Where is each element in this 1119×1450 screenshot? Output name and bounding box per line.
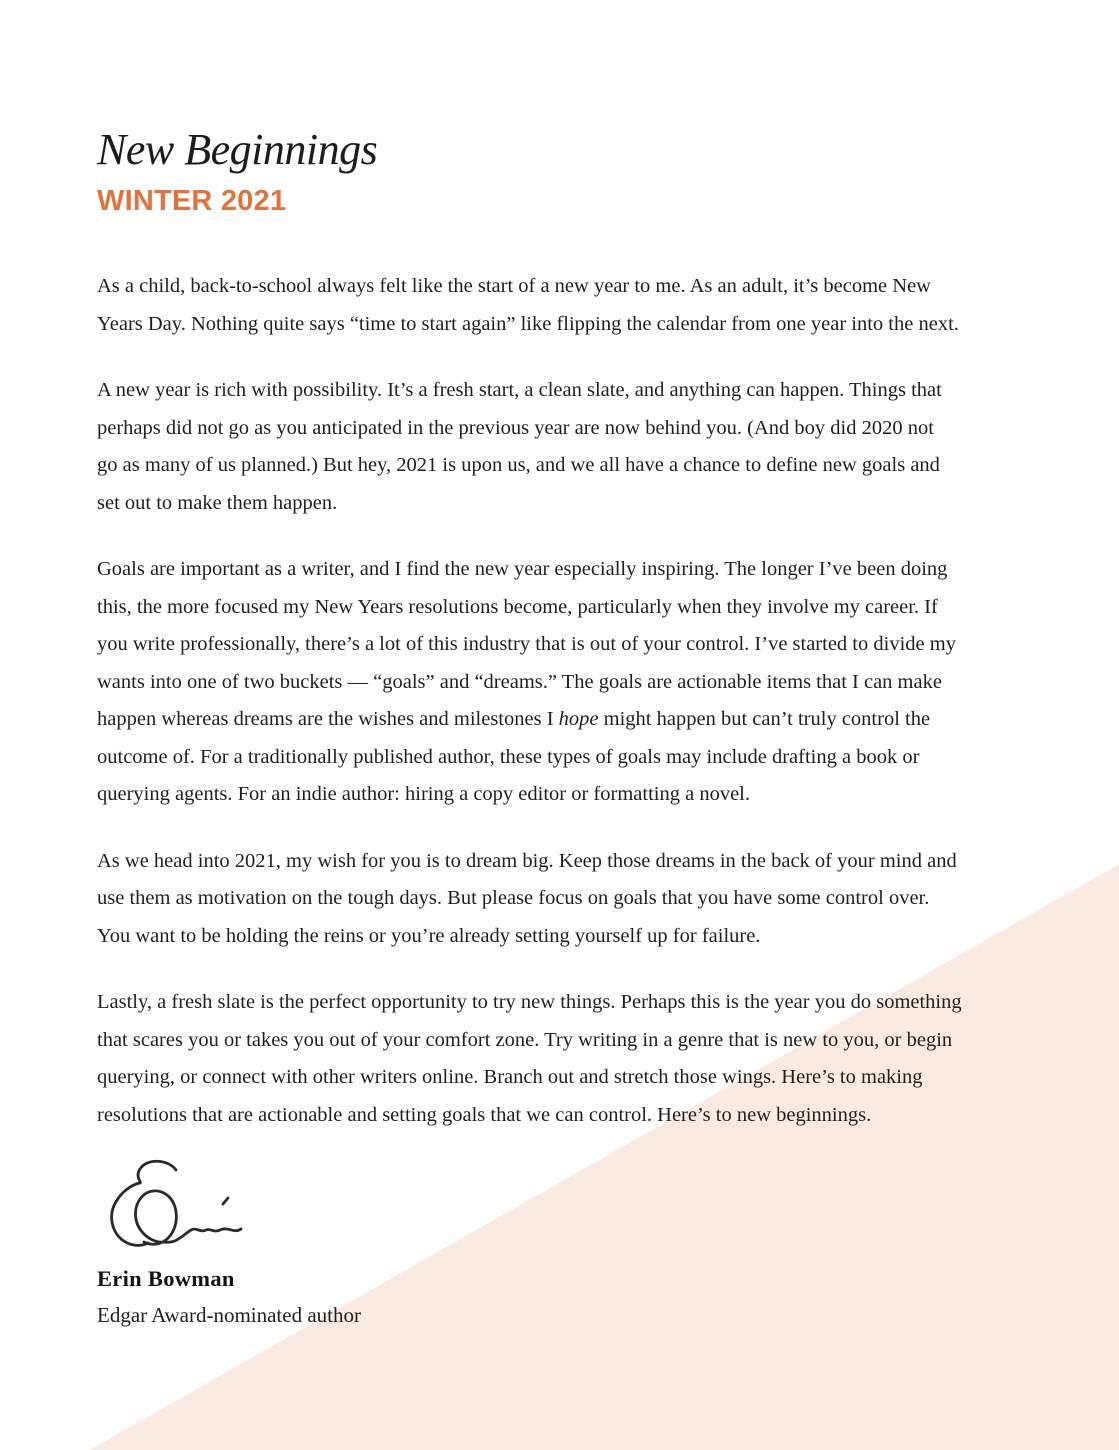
paragraph-line: wants into one of two buckets — “goals” and “dreams.” The goals are actionable items that I can make: [97, 670, 942, 693]
paragraph: [97, 843, 1037, 956]
paragraph: [97, 984, 1037, 1134]
paragraph-line: this, the more focused my New Years resolutions become, particularly when they involve my career. If: [97, 595, 938, 618]
paragraph-line: perhaps did not go as you anticipated in the previous year are now behind you. (And boy did 2020 not: [97, 416, 934, 439]
author-tagline: Edgar Award-nominated author: [97, 1303, 361, 1327]
paragraph-line: You want to be holding the reins or you’re already setting yourself up for failure.: [97, 924, 761, 947]
paragraph-line: you write professionally, there’s a lot of this industry that is out of your control. I’ve started to divide my: [97, 633, 956, 655]
paragraph: [97, 268, 1037, 343]
paragraph-line: querying, or connect with other writers online. Branch out and stretch those wings. Here’s to making: [97, 1066, 923, 1088]
text-before-italic: happen whereas dreams are the wishes and milestones I: [97, 708, 559, 730]
paragraph: [97, 551, 1037, 814]
paragraph-line: As a child, back-to-school always felt like the start of a new year to me. As an adult, it’s become New: [97, 275, 931, 297]
text-after-italic: might happen but can’t truly control the: [598, 708, 931, 730]
paragraph: [97, 372, 1037, 522]
paragraph-line: Lastly, a fresh slate is the perfect opportunity to try new things. Perhaps this is the year you do something: [97, 991, 962, 1013]
paragraph-line: A new year is rich with possibility. It’s a fresh start, a clean slate, and anything can happen. Things that: [97, 379, 942, 401]
paragraph-line: set out to make them happen.: [97, 491, 338, 514]
paragraph-line: outcome of. For a traditionally published author, these types of goals may include drafting a book or: [97, 745, 920, 768]
paragraph-line: Years Day. Nothing quite says “time to start again” like flipping the calendar from one year into the next.: [97, 312, 959, 335]
letter-body: [97, 268, 1037, 1134]
author-name: Erin Bowman: [97, 1266, 235, 1291]
paragraph-line: [97, 701, 1037, 739]
paragraph-line: that scares you or takes you out of your comfort zone. Try writing in a genre that is new to you, or begin: [97, 1028, 953, 1051]
paragraph-line: Goals are important as a writer, and I find the new year especially inspiring. The longer I’ve been doing: [97, 558, 948, 580]
paragraph-line: querying agents. For an indie author: hiring a copy editor or formatting a novel.: [97, 783, 750, 805]
paragraph-line: resolutions that are actionable and setting goals that we can control. Here’s to new beginnings.: [97, 1103, 872, 1126]
page-title: New Beginnings: [97, 125, 378, 174]
paragraph-line: go as many of us planned.) But hey, 2021 is upon us, and we all have a chance to define new goals and: [97, 454, 940, 476]
paragraph-line: As we head into 2021, my wish for you is to dream big. Keep those dreams in the back of your mind and: [97, 849, 957, 872]
paragraph-line: use them as motivation on the tough days. But please focus on goals that you have some control over.: [97, 887, 930, 909]
issue-label: WINTER 2021: [97, 185, 287, 217]
handwritten-signature-icon: [100, 1156, 250, 1261]
italic-word: hope: [558, 708, 599, 730]
